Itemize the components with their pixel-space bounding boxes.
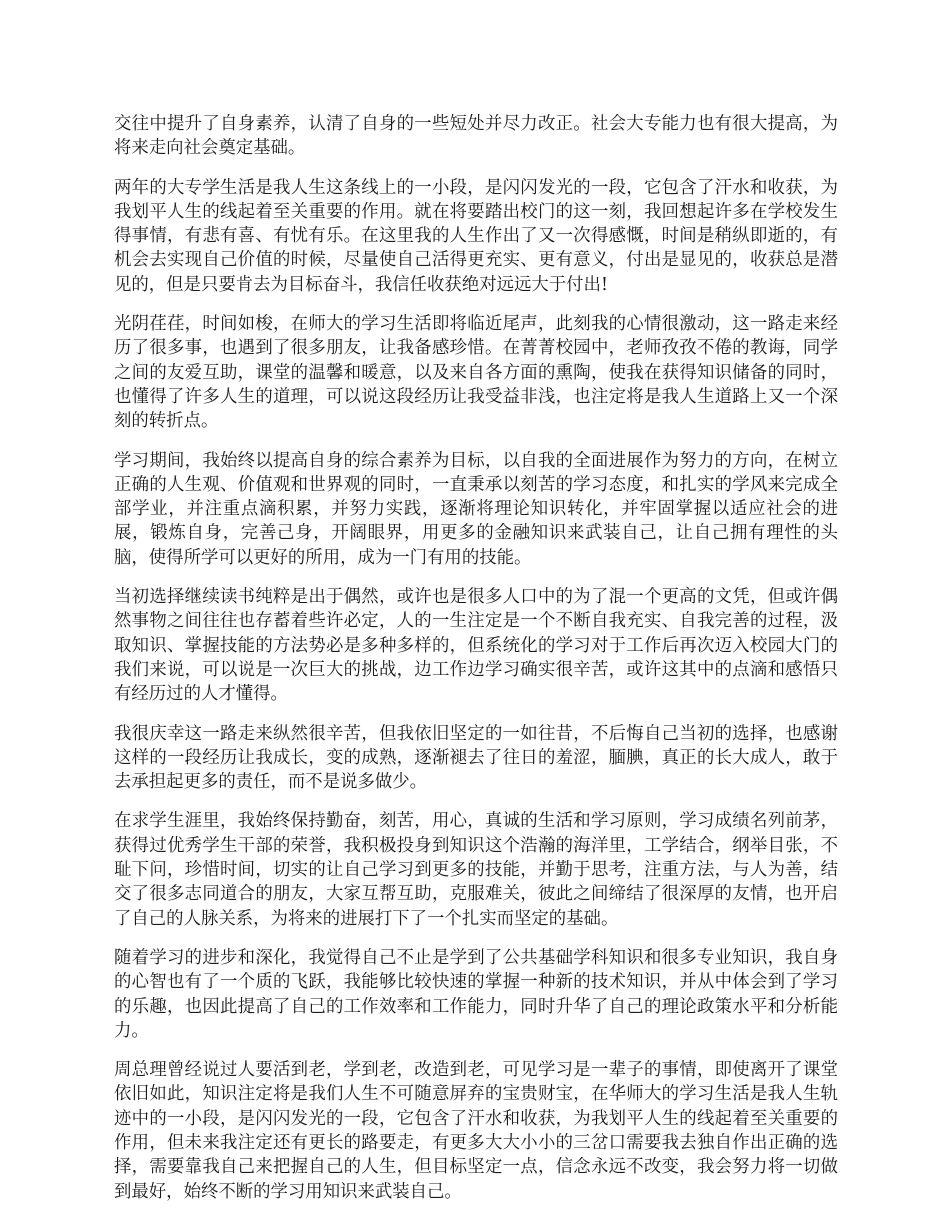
paragraph-4: 学习期间，我始终以提高自身的综合素养为目标，以自我的全面进展作为努力的方向，在树立正确的人生观、价值观和世界观的同时，一直秉承以刻苦的学习态度，和扎实的学风来完成全部学业，并注重点滴积累，并努力实践，逐渐将理论知识转化，并牢固掌握以适应社会的进展，锻炼自身，完善己身，开阔眼界，用更多的金融知识来武装自己，让自己拥有理性的头脑，使得所学可以更好的所用，成为一门有用的技能。	[114, 450, 838, 568]
paragraph-5: 当初选择继续读书纯粹是出于偶然，或许也是很多人口中的为了混一个更高的文凭，但或许偶然事物之间往往也存蓄着些许必定，人的一生注定是一个不断自我充实、自我完善的过程，汲取知识、掌握技能的方法势必是多种多样的，但系统化的学习对于工作后再次迈入校园大门的我们来说，可以说是一次巨大的挑战，边工作边学习确实很辛苦，或许这其中的点滴和感悟只有经历过的人才懂得。	[114, 587, 838, 705]
paragraph-9: 周总理曾经说过人要活到老，学到老，改造到老，可见学习是一辈子的事情，即使离开了课堂依旧如此，知识注定将是我们人生不可随意屏弃的宝贵财宝，在华师大的学习生活是我人生轨迹中的一小段，是闪闪发光的一段，它包含了汗水和收获，为我划平人生的线起着至关重要的作用，但未来我注定还有更长的路要走，有更多大大小小的三岔口需要我去独自作出正确的选择，需要靠我自己来把握自己的人生，但目标坚定一点，信念永远不改变，我会努力将一切做到最好，始终不断的学习用知识来武装自己。	[114, 1060, 838, 1202]
paragraph-3: 光阴荏荏，时间如梭，在师大的学习生活即将临近尾声，此刻我的心情很激动，这一路走来经历了很多事，也遇到了很多朋友，让我备感珍惜。在菁菁校园中，老师孜孜不倦的教诲，同学之间的友爱互助，课堂的温馨和暖意，以及来自各方面的熏陶，使我在获得知识储备的同时，也懂得了许多人生的道理，可以说这段经历让我受益非浅，也注定将是我人生道路上又一个深刻的转折点。	[114, 314, 838, 432]
paragraph-1: 交往中提升了自身素养，认清了自身的一些短处并尽力改正。社会大专能力也有很大提高，为将来走向社会奠定基础。	[114, 114, 838, 159]
paragraph-8: 随着学习的进步和深化，我觉得自己不止是学到了公共基础学科知识和很多专业知识，我自身的心智也有了一个质的飞跃，我能够比较快速的掌握一种新的技术知识，并从中体会到了学习的乐趣，也因此提高了自己的工作效率和工作能力，同时升华了自己的理论政策水平和分析能力。	[114, 947, 838, 1041]
paragraph-6: 我很庆幸这一路走来纵然很辛苦，但我依旧坚定的一如往昔，不后悔自己当初的选择，也感谢这样的一段经历让我成长，变的成熟，逐渐褪去了往日的羞涩，腼腆，真正的长大成人，敢于去承担起更多的责任，而不是说多做少。	[114, 723, 838, 793]
document-page	[114, 112, 838, 1219]
paragraph-7: 在求学生涯里，我始终保持勤奋，刻苦，用心，真诚的生活和学习原则，学习成绩名列前茅，获得过优秀学生干部的荣誉，我积极投身到知识这个浩瀚的海洋里，工学结合，纲举目张，不耻下问，珍惜时间，切实的让自己学习到更多的技能，并勤于思考，注重方法，与人为善，结交了很多志同道合的朋友，大家互帮互助，克服难关，彼此之间缔结了很深厚的友情，也开启了自己的人脉关系，为将来的进展打下了一个扎实而坚定的基础。	[114, 811, 838, 929]
paragraph-2: 两年的大专学生活是我人生这条线上的一小段，是闪闪发光的一段，它包含了汗水和收获，为我划平人生的线起着至关重要的作用。就在将要踏出校门的这一刻，我回想起许多在学校发生得事情，有悲有喜、有忧有乐。在这里我的人生作出了又一次得感慨，时间是稍纵即逝的，有机会去实现自己价值的时候，尽量使自己活得更充实、更有意义，付出是显见的，收获总是潜见的，但是只要肯去为目标奋斗，我信任收获绝对远远大于付出!	[114, 177, 838, 295]
